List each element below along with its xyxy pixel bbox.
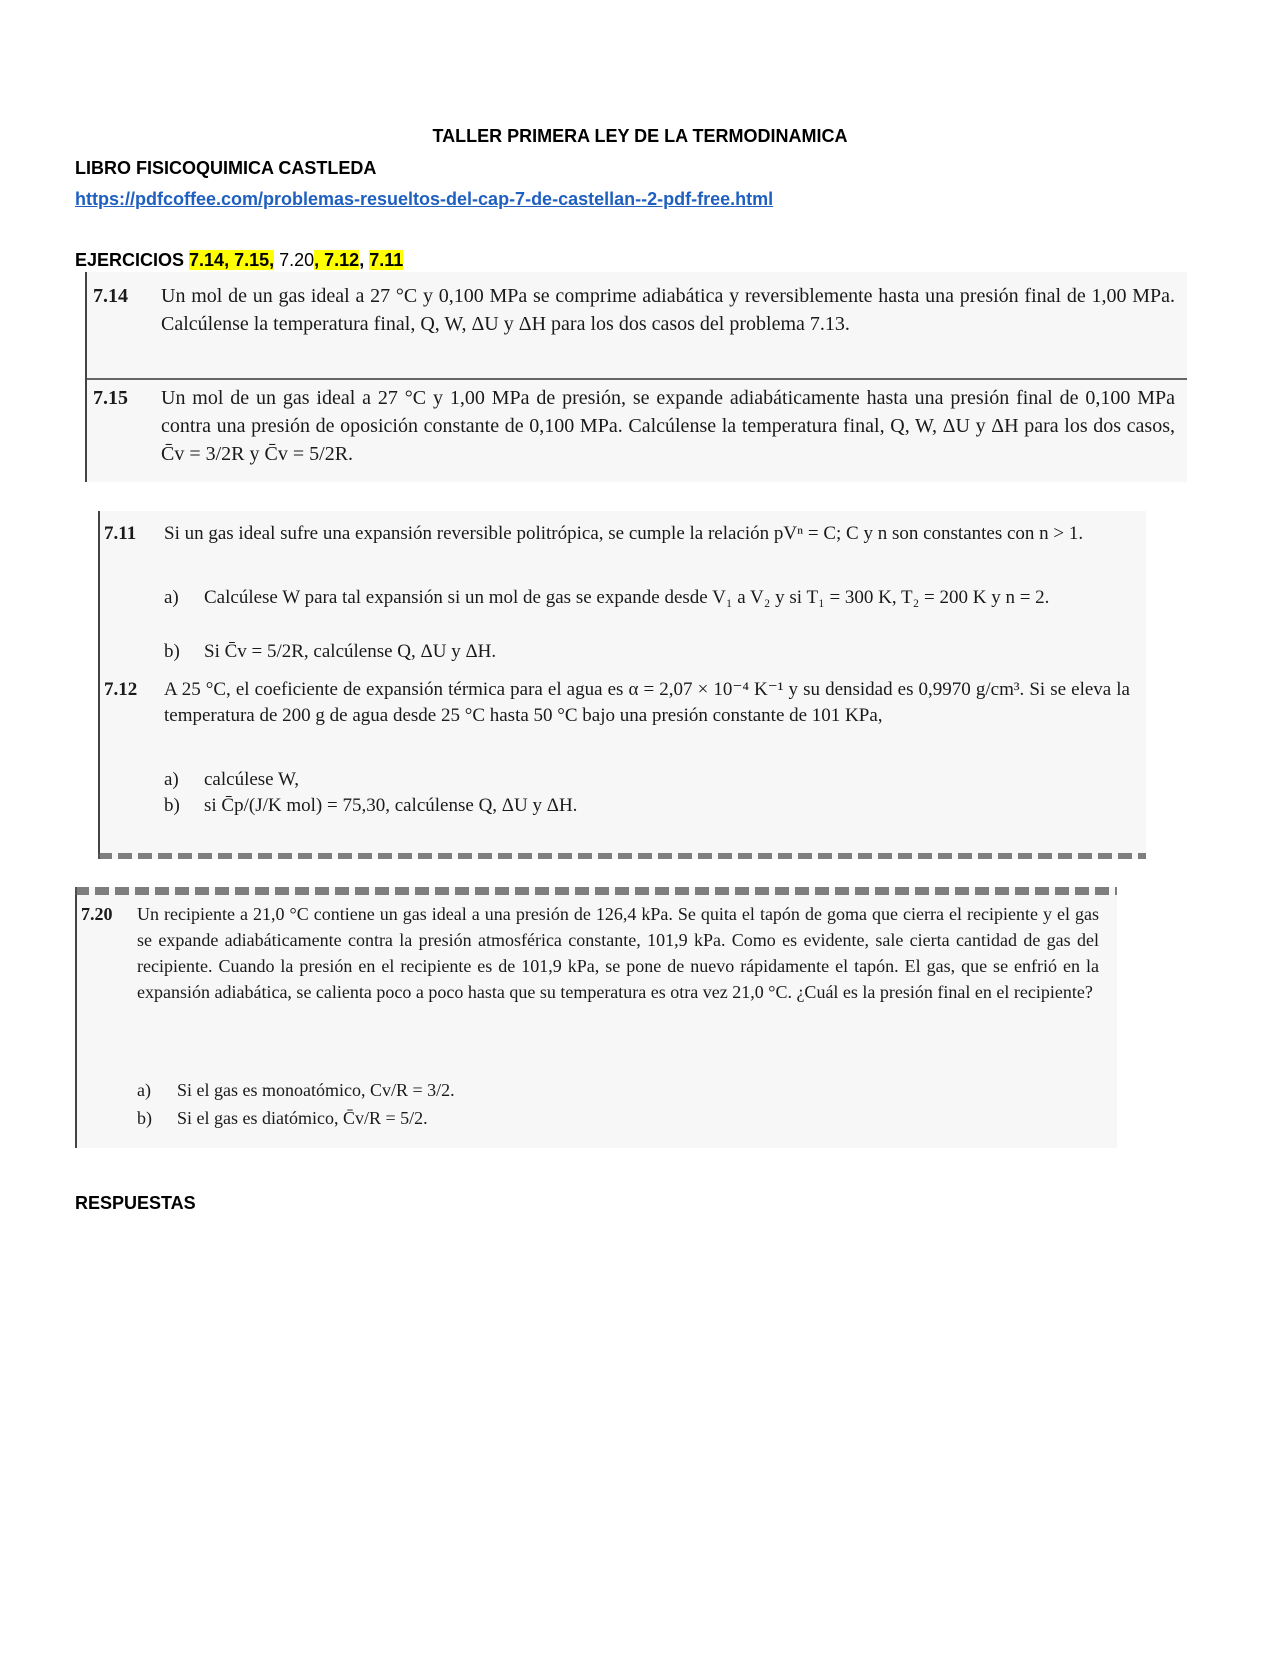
problem-text: Un recipiente a 21,0 °C contiene un gas ideal a una presión de 126,4 kPa. Se quita el tapón de goma que cierra el recipiente y el gas se expande adiabáticamente contra la presión atmosférica constante, 101,9 kPa. Como es evidente, sale cierta cantidad de gas del recipiente. Cuando la presión en el recipiente es de 101,9 kPa, se pone de nuevo rápidamente el tapón. El gas, que se enfrió en la expansión adiabática, se calienta poco a poco hasta que su temperatura es otra vez 21,0 °C. ¿Cuál es la presión final en el recipiente? — [137, 904, 1099, 1002]
subpart-label: a) — [164, 587, 179, 608]
subpart-label: a) — [164, 769, 179, 790]
exercise-highlight-712: , 7.12 — [314, 250, 360, 270]
exercise-list — [75, 249, 403, 271]
problem-divider — [87, 378, 1187, 380]
subpart-label: b) — [137, 1108, 152, 1128]
scanned-problems-711-712 — [98, 511, 1146, 859]
pdf-link[interactable]: https://pdfcoffee.com/problemas-resueltos-del-cap-7-de-castellan--2-pdf-free.html — [75, 189, 774, 209]
problem-text: Un mol de un gas ideal a 27 °C y 1,00 MPa de presión, se expande adiabáticamente hasta una presión final de 0,100 MPa contra una presión de oposición constante de 0,100 MPa. Calcúlense la temperatura final, Q, W, ΔU y ΔH para los dos casos, C̄v = 3/2R y C̄v = 5/2R. — [161, 387, 1175, 465]
scan-border — [85, 272, 87, 482]
exercise-highlight-711: 7.11 — [369, 250, 404, 270]
problem-number: 7.11 — [104, 523, 137, 544]
problem-text: Un mol de un gas ideal a 27 °C y 0,100 MPa se comprime adiabática y reversiblemente hasta una presión final de 1,00 MPa. Calcúlense la temperatura final, Q, W, ΔU y ΔH para los dos casos del problema 7.13. — [161, 285, 1175, 335]
problem-7-11 — [104, 521, 1134, 671]
subpart-label: b) — [164, 641, 180, 662]
subpart-label: a) — [137, 1080, 151, 1100]
book-reference: LIBRO FISICOQUIMICA CASTLEDA — [75, 158, 377, 178]
problem-7-14 — [93, 282, 1175, 366]
problem-number: 7.14 — [93, 285, 128, 307]
subpart-text: Calcúlese W para tal expansión si un mol de gas se expande desde V₁ a V₂ y si T₁ = 300 K, T₂ = 200 K y n = 2. — [204, 587, 1050, 608]
problem-text: A 25 °C, el coeficiente de expansión térmica para el agua es α = 2,07 × 10⁻⁴ K⁻¹ y su densidad es 0,9970 g/cm³. Si se eleva la temperatura de 200 g de agua desde 25 °C hasta 50 °C bajo una presión constante de 101 KPa, — [164, 679, 1130, 726]
answers-heading: RESPUESTAS — [75, 1193, 196, 1213]
subpart-text: Si el gas es diatómico, C̄v/R = 5/2. — [177, 1108, 428, 1128]
scanned-problem-720 — [75, 887, 1117, 1148]
cropped-text-edge — [75, 887, 1117, 895]
document-title: TALLER PRIMERA LEY DE LA TERMODINAMICA — [432, 126, 848, 146]
exercise-separator: , — [359, 250, 370, 270]
exercise-list-label: EJERCICIOS — [75, 250, 190, 270]
exercise-highlight-1: 7.14, 7.15, — [189, 250, 275, 270]
scan-border — [98, 511, 100, 859]
problem-7-12 — [104, 677, 1134, 842]
problem-number: 7.20 — [81, 904, 113, 924]
problem-number: 7.12 — [104, 679, 138, 700]
scan-border — [75, 887, 77, 1148]
exercise-plain-720: 7.20 — [274, 250, 315, 270]
subpart-text: si C̄p/(J/K mol) = 75,30, calcúlense Q, ΔU y ΔH. — [204, 795, 578, 816]
subpart-label: b) — [164, 795, 180, 816]
problem-number: 7.15 — [93, 387, 128, 409]
subpart-text: calcúlese W, — [204, 769, 299, 790]
subpart-text: Si el gas es monoatómico, Cv/R = 3/2. — [177, 1080, 455, 1100]
scanned-problems-714-715 — [85, 272, 1187, 482]
problem-7-20 — [81, 901, 1103, 1141]
problem-7-15 — [93, 384, 1175, 474]
cropped-text-edge — [98, 853, 1146, 859]
problem-text: Si un gas ideal sufre una expansión reversible politrópica, se cumple la relación pVⁿ = C; C y n son constantes con n > 1. — [164, 523, 1084, 544]
subpart-text: Si C̄v = 5/2R, calcúlense Q, ΔU y ΔH. — [204, 641, 497, 662]
